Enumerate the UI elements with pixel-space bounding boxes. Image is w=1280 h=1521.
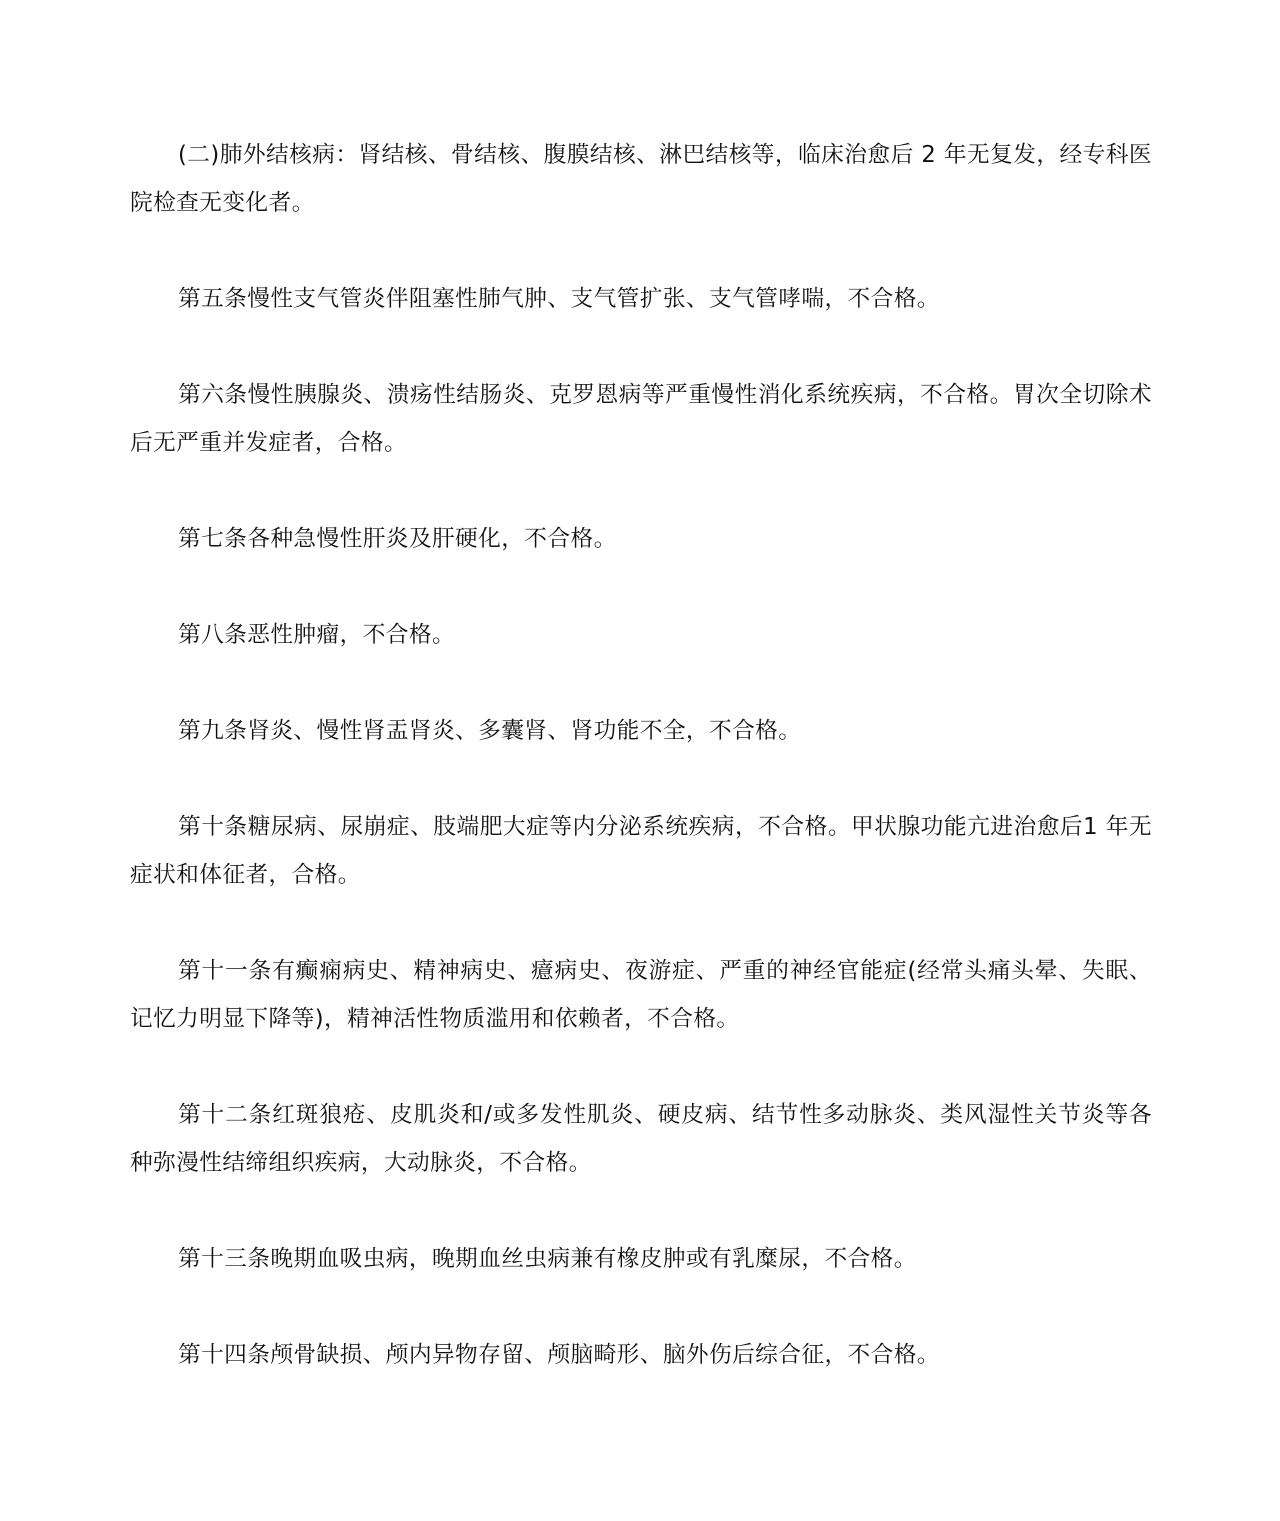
paragraph-article-12: 第十二条红斑狼疮、皮肌炎和/或多发性肌炎、硬皮病、结节性多动脉炎、类风湿性关节炎等各种弥漫性结缔组织疾病，大动脉炎，不合格。 (130, 1102, 1152, 1176)
paragraph-article-6: 第六条慢性胰腺炎、溃疡性结肠炎、克罗恩病等严重慢性消化系统疾病，不合格。胃次全切除术后无严重并发症者，合格。 (130, 382, 1152, 456)
paragraph-article-10: 第十条糖尿病、尿崩症、肢端肥大症等内分泌系统疾病，不合格。甲状腺功能亢进治愈后1 年无症状和体征者，合格。 (130, 814, 1152, 888)
paragraph-article-7: 第七条各种急慢性肝炎及肝硬化，不合格。 (178, 526, 617, 552)
paragraph-article-11: 第十一条有癫痫病史、精神病史、癔病史、夜游症、严重的神经官能症(经常头痛头晕、失眠、记忆力明显下降等)，精神活性物质滥用和依赖者，不合格。 (130, 958, 1152, 1032)
document-body (130, 131, 1152, 1427)
paragraph-extrapulmonary-tb: (二)肺外结核病：肾结核、骨结核、腹膜结核、淋巴结核等，临床治愈后 2 年无复发，经专科医院检查无变化者。 (130, 142, 1152, 216)
paragraph-article-8: 第八条恶性肿瘤，不合格。 (178, 622, 456, 648)
paragraph-article-14: 第十四条颅骨缺损、颅内异物存留、颅脑畸形、脑外伤后综合征，不合格。 (178, 1342, 940, 1368)
paragraph-article-13: 第十三条晚期血吸虫病，晚期血丝虫病兼有橡皮肿或有乳糜尿，不合格。 (178, 1246, 917, 1272)
paragraph-article-9: 第九条肾炎、慢性肾盂肾炎、多囊肾、肾功能不全，不合格。 (178, 718, 802, 744)
paragraph-article-5: 第五条慢性支气管炎伴阻塞性肺气肿、支气管扩张、支气管哮喘，不合格。 (178, 286, 940, 312)
